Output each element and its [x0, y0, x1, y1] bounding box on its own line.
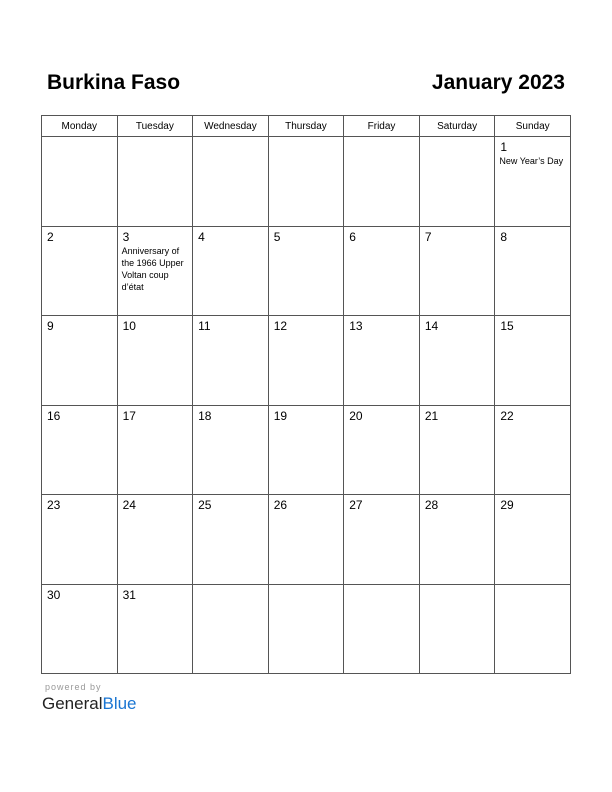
day-number: 23 [47, 498, 61, 512]
calendar-day-cell [344, 495, 420, 585]
day-number: 31 [122, 587, 136, 602]
brand-general: General [42, 694, 103, 713]
calendar-day-cell [193, 316, 269, 406]
holiday-label: New Year’s Day [499, 156, 564, 166]
weekday-header: Sunday [495, 116, 571, 137]
day-number: 19 [273, 408, 288, 423]
calendar-day-cell [268, 226, 344, 316]
brand-blue: Blue [102, 694, 137, 713]
day-number: 20 [349, 408, 363, 423]
page-title-month: January 2023 [431, 71, 565, 94]
weekday-header: Friday [344, 116, 420, 137]
calendar-week-row [42, 316, 571, 406]
calendar-day-cell [495, 226, 571, 316]
day-number: 5 [273, 229, 281, 244]
day-number [269, 585, 344, 589]
day-number: 24 [122, 498, 136, 512]
day-number: 17 [122, 408, 136, 423]
day-number [269, 137, 344, 141]
weekday-header: Wednesday [193, 116, 269, 137]
day-number: 6 [349, 229, 356, 244]
day-number: 10 [122, 319, 136, 333]
day-number: 25 [198, 498, 212, 512]
day-number: 28 [424, 498, 439, 512]
calendar-day-cell [419, 226, 495, 316]
calendar-day-cell [117, 405, 193, 495]
calendar-day-cell [268, 584, 344, 674]
calendar-day-cell [193, 584, 269, 674]
day-number: 8 [500, 229, 508, 244]
day-number: 22 [500, 408, 514, 423]
day-number: 27 [349, 498, 363, 512]
weekday-header-row [42, 116, 571, 137]
calendar-day-cell [117, 316, 193, 406]
day-number: 1 [500, 140, 508, 154]
day-number: 15 [500, 319, 514, 333]
calendar-day-cell [117, 226, 193, 316]
calendar-grid [41, 115, 571, 674]
day-number [420, 585, 495, 589]
day-number [118, 137, 193, 141]
day-number: 13 [349, 319, 363, 333]
day-number: 3 [122, 229, 130, 244]
calendar-day-cell [117, 137, 193, 227]
day-number: 14 [424, 319, 439, 333]
calendar-day-cell [117, 495, 193, 585]
day-number: 7 [424, 229, 432, 244]
calendar-day-cell [268, 316, 344, 406]
calendar-day-cell [42, 584, 118, 674]
day-number [344, 585, 419, 589]
generalblue-logo[interactable] [42, 694, 137, 714]
weekday-header: Tuesday [117, 116, 193, 137]
page-title-country: Burkina Faso [47, 71, 181, 94]
day-number: 16 [47, 408, 61, 423]
calendar-day-cell [495, 405, 571, 495]
calendar-week-row [42, 405, 571, 495]
day-number [193, 137, 268, 141]
calendar-day-cell [42, 405, 118, 495]
calendar-day-cell [42, 495, 118, 585]
calendar-day-cell [193, 405, 269, 495]
calendar-day-cell [268, 405, 344, 495]
day-number [420, 137, 495, 141]
calendar-week-row [42, 137, 571, 227]
calendar-day-cell [495, 584, 571, 674]
calendar-week-row [42, 584, 571, 674]
day-number: 29 [500, 498, 514, 512]
calendar-day-cell [193, 137, 269, 227]
calendar-day-cell [419, 405, 495, 495]
calendar-day-cell [495, 495, 571, 585]
day-number: 18 [198, 408, 212, 423]
calendar-day-cell [495, 137, 571, 227]
day-number: 9 [47, 319, 54, 333]
powered-by-text: powered by [45, 682, 102, 692]
calendar-day-cell [42, 226, 118, 316]
holiday-label: Anniversary of the 1966 Upper Voltan coup d’état [121, 245, 184, 292]
weekday-header: Thursday [268, 116, 344, 137]
day-number: 30 [47, 587, 61, 602]
day-number [42, 137, 117, 141]
calendar-day-cell [344, 584, 420, 674]
day-number: 4 [198, 229, 205, 244]
day-number [495, 585, 570, 589]
calendar-day-cell [193, 226, 269, 316]
calendar-week-row [42, 226, 571, 316]
day-number [344, 137, 419, 141]
weekday-header: Saturday [419, 116, 495, 137]
calendar-day-cell [268, 495, 344, 585]
day-number: 26 [273, 498, 288, 512]
calendar-day-cell [42, 137, 118, 227]
day-number: 12 [273, 319, 288, 333]
day-number [193, 585, 268, 589]
calendar-week-row [42, 495, 571, 585]
calendar-day-cell [344, 316, 420, 406]
calendar-day-cell [344, 405, 420, 495]
calendar-day-cell [117, 584, 193, 674]
weekday-header: Monday [42, 116, 118, 137]
calendar-day-cell [344, 137, 420, 227]
calendar-day-cell [419, 495, 495, 585]
calendar-day-cell [268, 137, 344, 227]
calendar-day-cell [193, 495, 269, 585]
calendar-day-cell [419, 316, 495, 406]
calendar-day-cell [495, 316, 571, 406]
calendar-day-cell [419, 137, 495, 227]
day-number: 11 [198, 319, 211, 333]
day-number: 2 [47, 229, 54, 244]
calendar-day-cell [419, 584, 495, 674]
calendar-day-cell [42, 316, 118, 406]
calendar-day-cell [344, 226, 420, 316]
day-number: 21 [424, 408, 439, 423]
